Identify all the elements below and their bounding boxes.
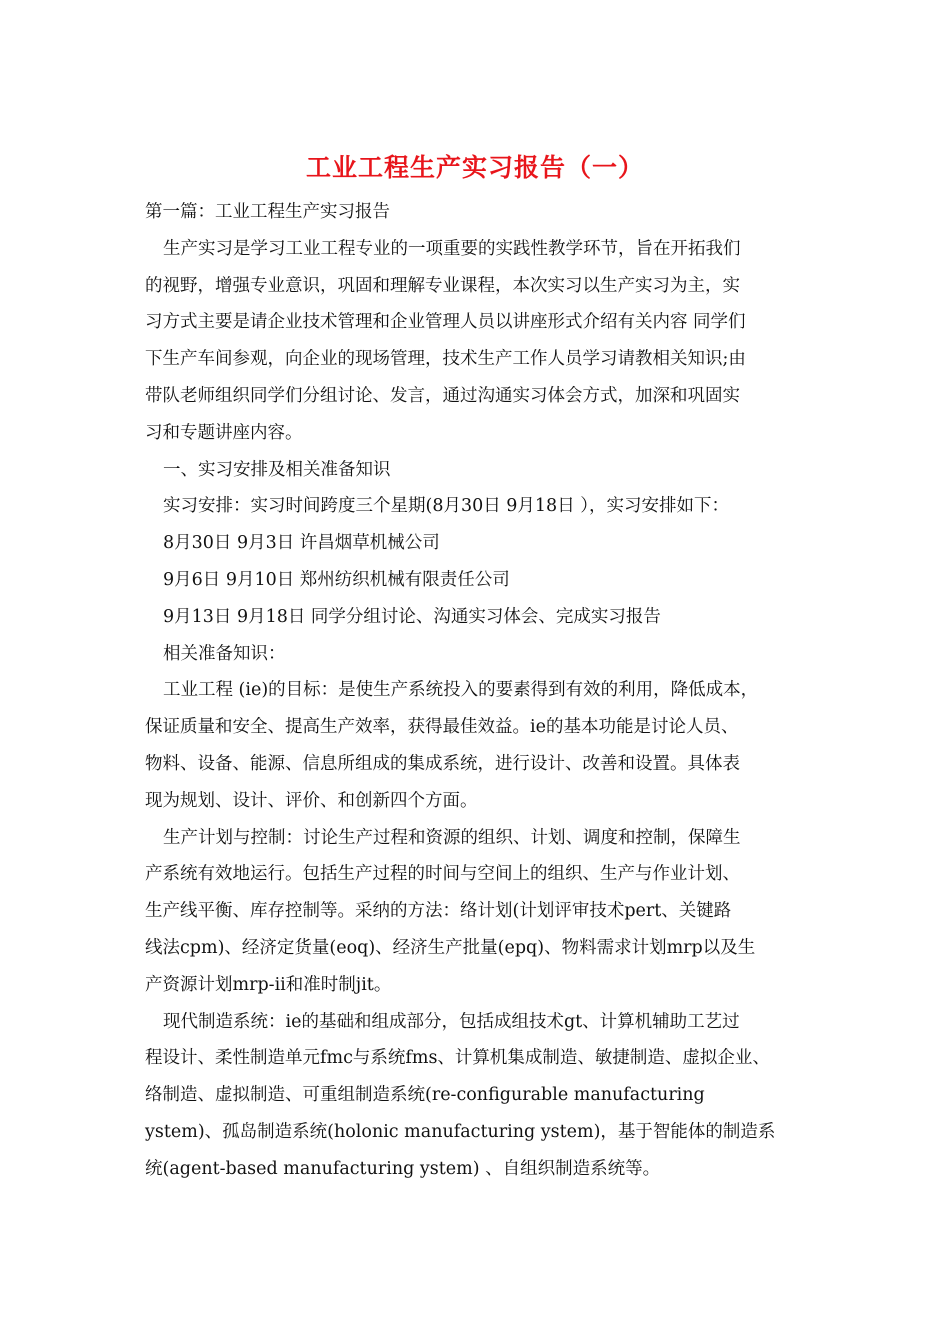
text-line: 现为规划、设计、评价、和创新四个方面。 — [145, 790, 478, 811]
text-line: 现代制造系统：ie的基础和组成部分，包括成组技术gt、计算机辅助工艺过 — [163, 1011, 740, 1032]
text-line: ystem)、孤岛制造系统(holonic manufacturing ystem)，基于智能体的制造系 — [145, 1121, 776, 1142]
text-line: 第一篇：工业工程生产实习报告 — [145, 202, 390, 222]
text-line: 相关准备知识： — [163, 643, 286, 664]
text-line: 物料、设备、能源、信息所组成的集成系统，进行设计、改善和设置。具体表 — [145, 753, 740, 774]
text-line: 线法cpm)、经济定货量(eoq)、经济生产批量(epq)、物料需求计划mrp以及生 — [145, 937, 756, 958]
text-line: 络制造、虚拟制造、可重组制造系统(re-configurable manufacturing — [145, 1085, 705, 1106]
text-line: 8月30日 9月3日 许昌烟草机械公司 — [163, 533, 440, 554]
text-line: 实习安排：实习时间跨度三个星期(8月30日 9月18日 ），实习安排如下： — [163, 496, 730, 517]
text-line: 习方式主要是请企业技术管理和企业管理人员以讲座形式介绍有关内容 同学们 — [145, 312, 746, 333]
text-line: 工业工程 (ie)的目标：是使生产系统投入的要素得到有效的利用，降低成本， — [163, 680, 759, 701]
text-line: 统(agent-based manufacturing ystem) 、自组织制造系统等。 — [145, 1158, 661, 1179]
text-line: 下生产车间参观，向企业的现场管理，技术生产工作人员学习请教相关知识;由 — [145, 349, 746, 370]
text-line: 9月6日 9月10日 郑州纺织机械有限责任公司 — [163, 569, 510, 590]
text-line: 生产实习是学习工业工程专业的一项重要的实践性教学环节，旨在开拓我们 — [163, 238, 741, 259]
document-title: 工业工程生产实习报告（一） — [305, 153, 644, 182]
text-line: 程设计、柔性制造单元fmc与系统fms、计算机集成制造、敏捷制造、虚拟企业、 — [145, 1048, 770, 1069]
text-line: 保证质量和安全、提高生产效率，获得最佳效益。ie的基本功能是讨论人员、 — [145, 717, 739, 738]
text-line: 一、实习安排及相关准备知识 — [163, 459, 391, 480]
text-line: 生产线平衡、库存控制等。采纳的方法：络计划(计划评审技术pert、关键路 — [145, 901, 732, 922]
document-body — [145, 194, 825, 1188]
text-line: 的视野，增强专业意识，巩固和理解专业课程，本次实习以生产实习为主，实 — [145, 275, 740, 296]
text-line: 产系统有效地运行。包括生产过程的时间与空间上的组织、生产与作业计划、 — [145, 864, 740, 885]
text-line: 9月13日 9月18日 同学分组讨论、沟通实习体会、完成实习报告 — [163, 606, 661, 627]
text-line: 习和专题讲座内容。 — [145, 422, 303, 443]
text-line: 生产计划与控制：讨论生产过程和资源的组织、计划、调度和控制，保障生 — [163, 827, 741, 848]
text-line: 产资源计划mrp-ii和准时制jit。 — [145, 974, 392, 995]
text-line: 带队老师组织同学们分组讨论、发言，通过沟通实习体会方式，加深和巩固实 — [145, 385, 740, 406]
